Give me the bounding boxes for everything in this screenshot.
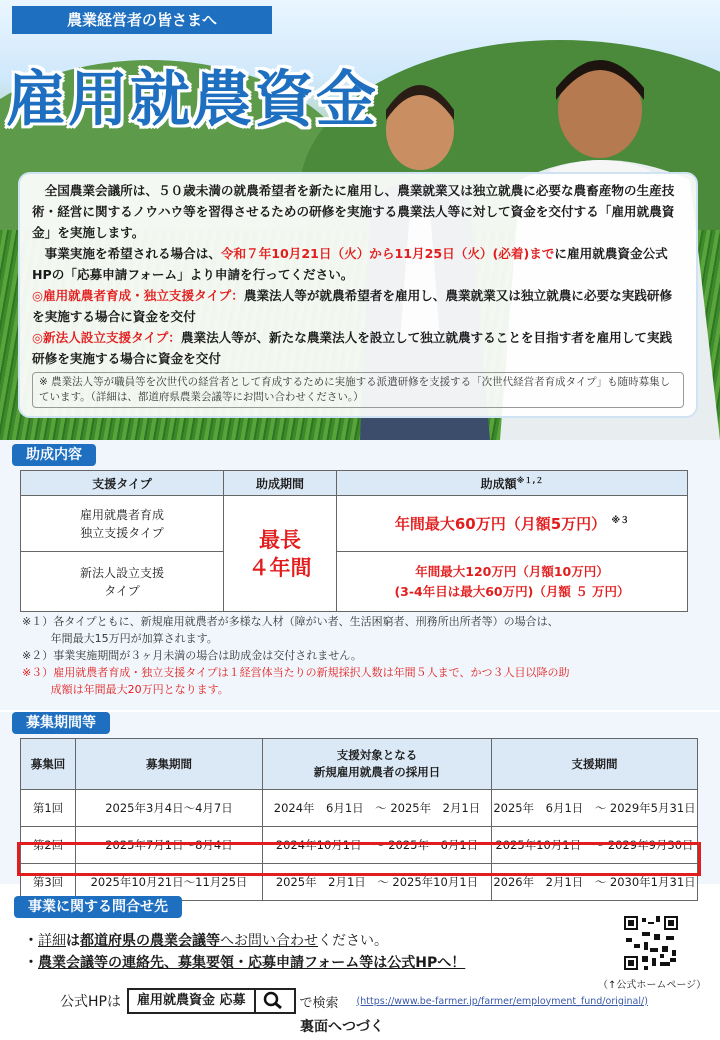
type2-heading: ◎新法人設立支援タイプ： bbox=[32, 330, 181, 345]
search-suffix: で検索 bbox=[299, 995, 339, 1011]
search-icon bbox=[256, 990, 290, 1010]
note-line: 成額は年間最大20万円となります。 bbox=[50, 683, 229, 696]
highlight-round-3 bbox=[17, 842, 701, 876]
text: 農業会議等の連絡先、募集要領・応募申請フォーム等は公式HPへ！ bbox=[38, 955, 466, 971]
section-label-schedule: 募集期間等 bbox=[12, 712, 110, 734]
table-cell: 第1回 bbox=[21, 790, 76, 827]
note-line: ※１）各タイプともに、新規雇用就農者が多様な人材（障がい者、生活困窮者、刑務所出所者等）の場合は、 bbox=[22, 615, 559, 628]
header-cell: 支援対象となる 新規雇用就農者の採用日 bbox=[263, 739, 492, 790]
table-cell: 2026年 2月1日 ～ 2030年1月31日 bbox=[492, 864, 698, 901]
text: に雇用就農資金公式HPの「応募申請フォーム」より申請を行ってください。 bbox=[32, 246, 668, 282]
table-cell: 第2回 bbox=[21, 827, 76, 864]
header-cell: 支援期間 bbox=[492, 739, 698, 790]
section-label-support: 助成内容 bbox=[12, 444, 96, 466]
header-text: 助成額 bbox=[480, 476, 517, 491]
continue-notice: 裏面へつづく bbox=[300, 1019, 384, 1035]
header-cell: 支援タイプ bbox=[21, 471, 224, 496]
bullet: ・ bbox=[24, 933, 38, 949]
text: へお問い合わせ bbox=[220, 933, 318, 949]
superscript: ※１,２ bbox=[516, 475, 544, 485]
superscript: ※３ bbox=[611, 516, 630, 526]
amount-cell bbox=[337, 552, 688, 612]
table-cell: 2025年10月21日～11月25日 bbox=[76, 864, 263, 901]
table-cell: 2025年3月4日～4月7日 bbox=[76, 790, 263, 827]
type1-description bbox=[32, 285, 684, 327]
hp-label: 公式HPは bbox=[60, 994, 121, 1010]
type-cell: 新法人設立支援 タイプ bbox=[21, 552, 224, 612]
deadline-paragraph bbox=[32, 243, 684, 285]
amount-text: 年間最大60万円（月額5万円） bbox=[394, 515, 607, 533]
table-row bbox=[21, 496, 688, 552]
bullet: ・ bbox=[24, 955, 38, 971]
page-title: 雇用就農資金 bbox=[6, 65, 378, 135]
note-line: 年間最大15万円が加算されます。 bbox=[50, 632, 218, 645]
amount-cell bbox=[337, 496, 688, 552]
qr-caption: （↑公式ホームページ） bbox=[598, 980, 707, 991]
search-keyword-box: 雇用就農資金 応募 bbox=[127, 988, 256, 1014]
table-cell: 2024年 6月1日 ～ 2025年 2月1日 bbox=[263, 790, 492, 827]
support-notes bbox=[22, 614, 702, 699]
table-row bbox=[21, 552, 688, 612]
table-cell: 2025年 2月1日 ～ 2025年10月1日 bbox=[263, 864, 492, 901]
amount-subtext: (3-4年目は最大60万円)（月額 ５ 万円） bbox=[394, 583, 630, 599]
intro-box bbox=[18, 172, 698, 418]
contact-line-1 bbox=[24, 930, 465, 952]
period-cell: 最長 ４年間 bbox=[224, 496, 337, 612]
search-button bbox=[254, 988, 296, 1014]
contact-line-2 bbox=[24, 952, 465, 974]
qr-code-icon[interactable] bbox=[622, 914, 680, 972]
official-url-link[interactable]: (https://www.be-farmer.jp/farmer/employment_fund/original/) bbox=[356, 995, 648, 1007]
note-box: ※ 農業法人等が職員等を次世代の経営者として育成するために実施する派遣研修を支援する「次世代経営者育成タイプ」も随時募集しています。（詳細は、都道府県農業会議等にお問い合わせください。） bbox=[32, 372, 684, 408]
table-cell: 2025年7月1日～8月4日 bbox=[76, 827, 263, 864]
table-cell: 2024年10月1日 ～ 2025年 6月1日 bbox=[263, 827, 492, 864]
header-cell: 募集回 bbox=[21, 739, 76, 790]
text: 詳細 bbox=[38, 933, 66, 949]
text: は bbox=[66, 933, 80, 949]
header-cell: 助成期間 bbox=[224, 471, 337, 496]
header-cell: 募集期間 bbox=[76, 739, 263, 790]
support-table bbox=[20, 470, 688, 612]
section-label-contact: 事業に関する問合せ先 bbox=[14, 896, 182, 918]
text: 都道府県の農業会議等 bbox=[80, 933, 220, 949]
table-header-row bbox=[21, 471, 688, 496]
table-cell: 2025年10月1日 ～ 2029年9月30日 bbox=[492, 827, 698, 864]
table-cell: 第3回 bbox=[21, 864, 76, 901]
text: ください。 bbox=[318, 933, 388, 949]
table-cell: 2025年 6月1日 ～ 2029年5月31日 bbox=[492, 790, 698, 827]
table-header-row bbox=[21, 739, 698, 790]
type2-description bbox=[32, 327, 684, 369]
amount-text: 年間最大120万円（月額10万円） bbox=[415, 563, 609, 579]
type1-body: 農業法人等が就農希望者を雇用し、農業就業又は独立就農に必要な実践研修を実施する場合に資金を交付 bbox=[32, 288, 673, 324]
note-line: ※３）雇用就農者育成・独立支援タイプは１経営体当たりの新規採択人数は年間５人まで、かつ３人目以降の助 bbox=[22, 666, 570, 679]
note-line: ※２）事業実施期間が３ヶ月未満の場合は助成金は交付されません。 bbox=[22, 649, 362, 662]
text: 事業実施を希望される場合は、 bbox=[44, 246, 221, 261]
table-row bbox=[21, 790, 698, 827]
header-cell bbox=[337, 471, 688, 496]
type1-heading: ◎雇用就農者育成・独立支援タイプ： bbox=[32, 288, 244, 303]
intro-paragraph: 全国農業会議所は、５０歳未満の就農希望者を新たに雇用し、農業就業又は独立就農に必要な農畜産物の生産技術・経営に関するノウハウ等を習得させるための研修を実施する農業法人等に対して資金を交付する「雇用就農資金」を実施します。 bbox=[32, 183, 675, 240]
contact-info bbox=[24, 930, 465, 974]
type2-body: 農業法人等が、新たな農業法人を設立して独立就農することを目指す者を雇用して実践研修を実施する場合に資金を交付 bbox=[32, 330, 673, 366]
schedule-table bbox=[20, 738, 698, 901]
tagline: 農業経営者の皆さまへ bbox=[12, 6, 272, 34]
search-row bbox=[60, 988, 648, 1014]
type-cell: 雇用就農者育成 独立支援タイプ bbox=[21, 496, 224, 552]
deadline-text: 令和７年10月21日（火）から11月25日（火）(必着)まで bbox=[220, 246, 555, 261]
